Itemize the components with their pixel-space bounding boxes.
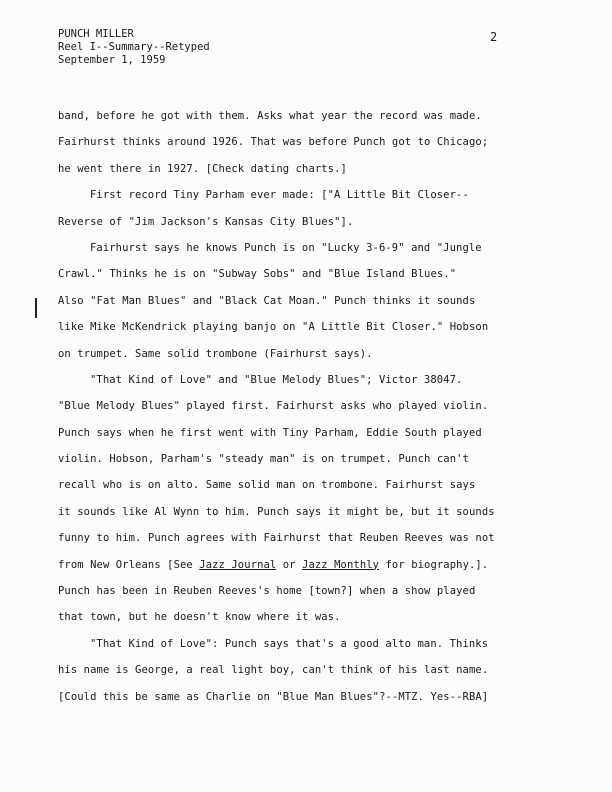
publication-title: Jazz Journal [199, 558, 277, 571]
text-line: Crawl." Thinks he is on "Subway Sobs" and "Blue Island Blues." [58, 268, 457, 281]
text-line: recall who is on alto. Same solid man on trombone. Fairhurst says [58, 479, 476, 492]
text-line: like Mike McKendrick playing banjo on "A Little Bit Closer." Hobson [58, 321, 489, 334]
text-line: it sounds like Al Wynn to him. Punch says it might be, but it sounds [58, 505, 495, 518]
text-segment: from New Orleans [See [58, 558, 200, 571]
text-line: "Blue Melody Blues" played first. Fairhurst asks who played violin. [58, 400, 489, 413]
text-line: that town, but he doesn't know where it was. [58, 611, 341, 624]
text-line [58, 552, 528, 578]
text-line: First record Tiny Parham ever made: ["A Little Bit Closer-- [90, 189, 469, 202]
text-line: Fairhurst thinks around 1926. That was before Punch got to Chicago; [58, 136, 489, 149]
text-line: Also "Fat Man Blues" and "Black Cat Moan." Punch thinks it sounds [58, 294, 476, 307]
page-number: 2 [490, 30, 498, 44]
text-line: Punch has been in Reuben Reeves's home [town?] when a show played [58, 585, 476, 598]
text-segment: for biography.]. [379, 558, 489, 571]
text-line: [Could this be same as Charlie on "Blue Man Blues"?--MTZ. Yes--RBA] [58, 690, 489, 703]
document-body [58, 103, 528, 710]
header-title: PUNCH MILLER [58, 28, 134, 40]
margin-mark [35, 298, 37, 318]
text-line: funny to him. Punch agrees with Fairhurst that Reuben Reeves was not [58, 532, 495, 545]
text-line: band, before he got with them. Asks what year the record was made. [58, 110, 482, 122]
header-reel: Reel I--Summary--Retyped [58, 41, 210, 53]
text-segment: or [276, 558, 303, 571]
document-header [58, 28, 210, 67]
text-line: on trumpet. Same solid trombone (Fairhurst says). [58, 347, 373, 360]
text-line: violin. Hobson, Parham's "steady man" is on trumpet. Punch can't [58, 453, 469, 466]
publication-title: Jazz Monthly [302, 558, 380, 571]
header-date: September 1, 1959 [58, 54, 166, 66]
text-line: his name is George, a real light boy, can't think of his last name. [58, 664, 489, 677]
text-line: Fairhurst says he knows Punch is on "Lucky 3-6-9" and "Jungle [90, 241, 482, 254]
text-line: "That Kind of Love" and "Blue Melody Blues"; Victor 38047. [90, 373, 463, 386]
text-line: "That Kind of Love": Punch says that's a good alto man. Thinks [90, 637, 489, 650]
text-line: Reverse of "Jim Jackson's Kansas City Blues"]. [58, 215, 354, 228]
text-line: he went there in 1927. [Check dating charts.] [58, 162, 347, 175]
text-line: Punch says when he first went with Tiny Parham, Eddie South played [58, 426, 482, 439]
